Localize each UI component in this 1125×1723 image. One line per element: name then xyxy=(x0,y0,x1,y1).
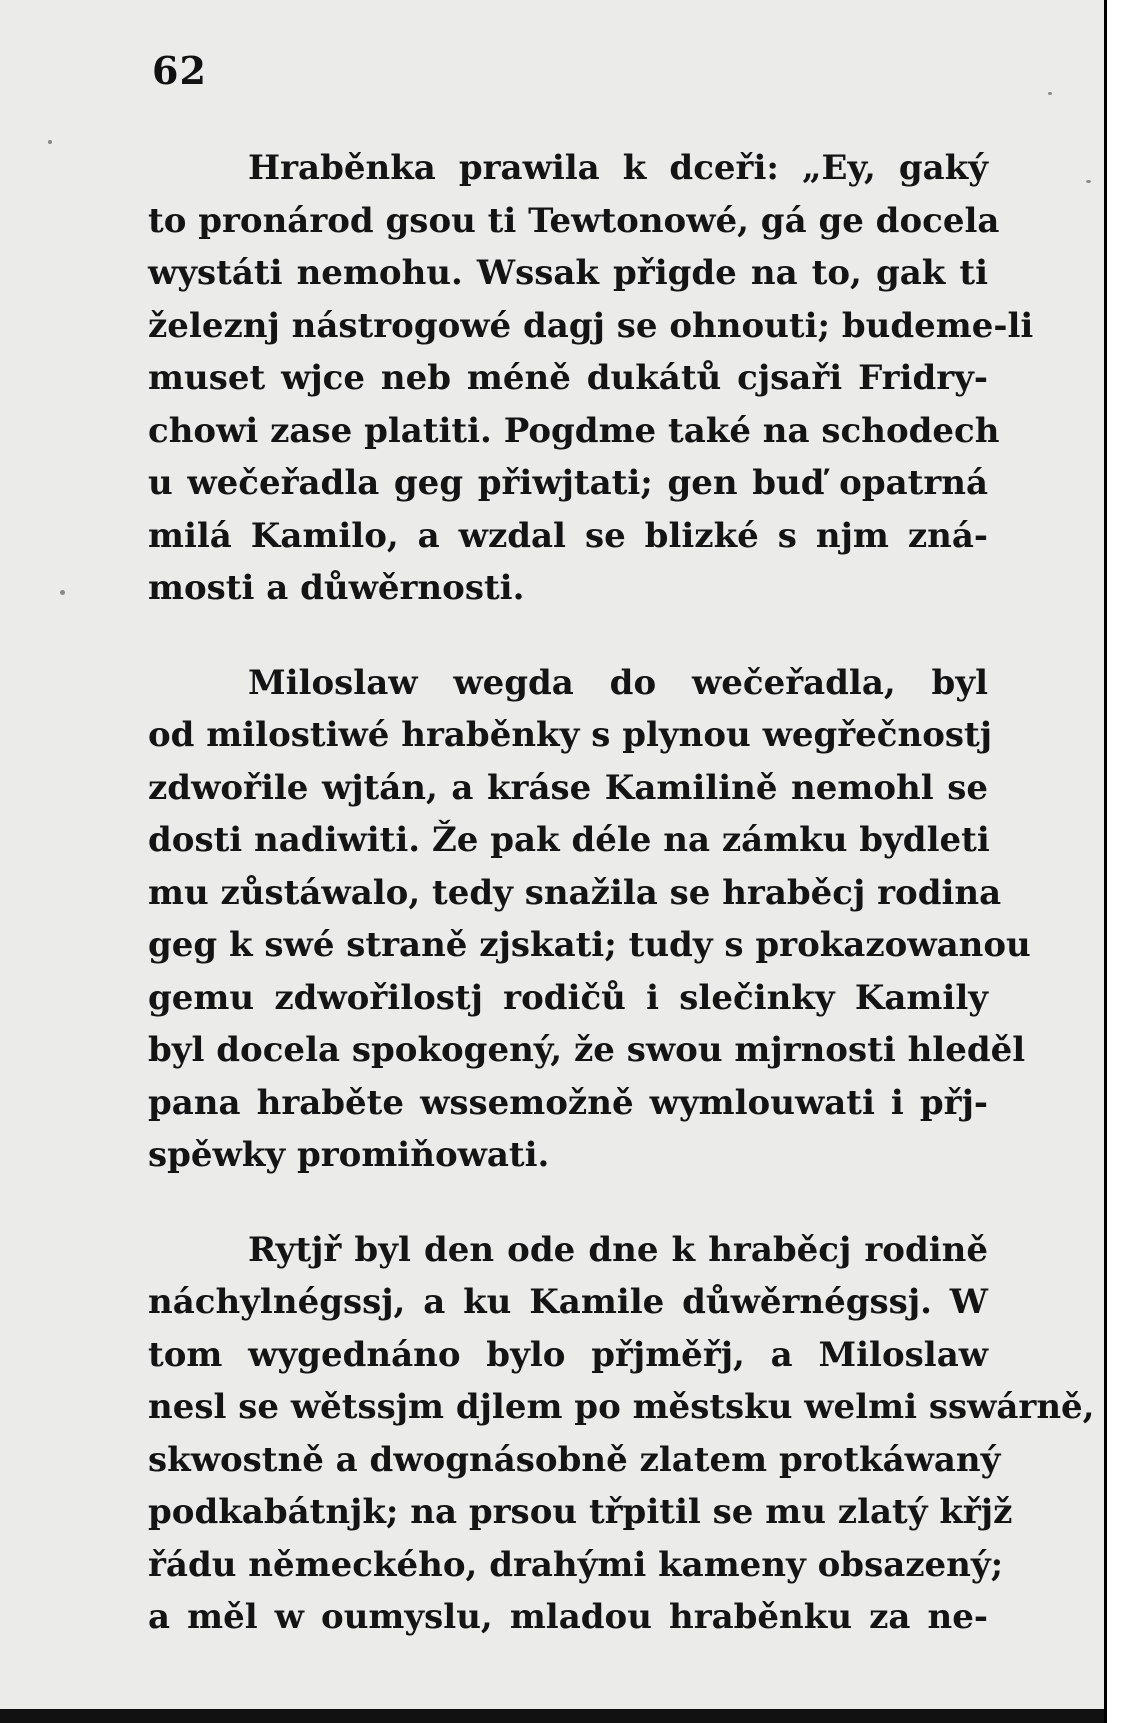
paragraph xyxy=(148,142,1034,615)
paper-speck xyxy=(1086,180,1091,183)
paper-speck xyxy=(1048,92,1052,95)
text-line: a měl w oumyslu, mladou hraběnku za ne- xyxy=(148,1597,988,1637)
text-line: u wečeřadla geg přiwjtati; gen buď opatrná xyxy=(148,463,988,503)
text-line: řádu německého, drahými kameny obsazený; xyxy=(148,1544,1004,1585)
text-line: pana hraběte wssemožně wymlouwati i přj- xyxy=(148,1082,988,1123)
text-line: železnj nástrogowé dagj se ohnouti; budeme-li xyxy=(148,305,1034,346)
body-text xyxy=(148,142,1095,1686)
text-line: mu zůstáwalo, tedy snažila se hraběcj rodina xyxy=(148,872,1002,913)
paper-speck xyxy=(60,590,65,595)
text-line: Rytjř byl den ode dne k hraběcj rodině xyxy=(248,1229,988,1270)
paragraph xyxy=(148,657,1031,1182)
text-line: podkabátnjk; na prsou třpitil se mu zlatý křjž xyxy=(148,1492,1013,1532)
text-line: Hraběnka prawila k dceři: „Ey, gaký xyxy=(248,148,988,188)
text-line: milá Kamilo, a wzdal se blizké s njm zná- xyxy=(148,515,988,556)
page-number: 62 xyxy=(152,48,207,93)
text-line: muset wjce neb méně dukátů cjsaři Fridry- xyxy=(148,358,988,398)
paper-speck xyxy=(48,140,52,144)
text-line: nesl se wětssjm djlem po městsku welmi sswárně, xyxy=(148,1387,1095,1427)
text-line: od milostiwé hraběnky s plynou wegřečnostj xyxy=(148,715,993,755)
text-line: náchylnégssj, a ku Kamile důwěrnégssj. W xyxy=(148,1282,988,1322)
text-line: zdwořile wjtán, a kráse Kamilině nemohl se xyxy=(148,767,988,808)
text-line: wystáti nemohu. Wssak přigde na to, gak ti xyxy=(148,253,988,293)
text-line: byl docela spokogený, že swou mjrnosti hleděl xyxy=(148,1030,1026,1070)
text-line: Miloslaw wegda do wečeřadla, byl xyxy=(248,662,988,703)
page-bottom-shadow xyxy=(0,1709,1107,1723)
text-line: mosti a důwěrnosti. xyxy=(148,568,525,608)
text-line: skwostně a dwognásobně zlatem protkáwaný xyxy=(148,1439,1001,1480)
text-line: dosti nadiwiti. Že pak déle na zámku bydleti xyxy=(148,820,990,860)
text-line: gemu zdwořilostj rodičů i slečinky Kamily xyxy=(148,977,988,1018)
text-line: spěwky promiňowati. xyxy=(148,1135,550,1175)
text-line: tom wygednáno bylo přjměřj, a Miloslaw xyxy=(148,1334,988,1375)
text-line: to pronárod gsou ti Tewtonowé, gá ge docela xyxy=(148,200,1000,241)
text-line: chowi zase platiti. Pogdme také na schodech xyxy=(148,410,1000,451)
scan-margin xyxy=(1107,0,1125,1723)
text-line: geg k swé straně zjskati; tudy s prokazowanou xyxy=(148,925,1031,965)
paragraph xyxy=(148,1224,1095,1644)
